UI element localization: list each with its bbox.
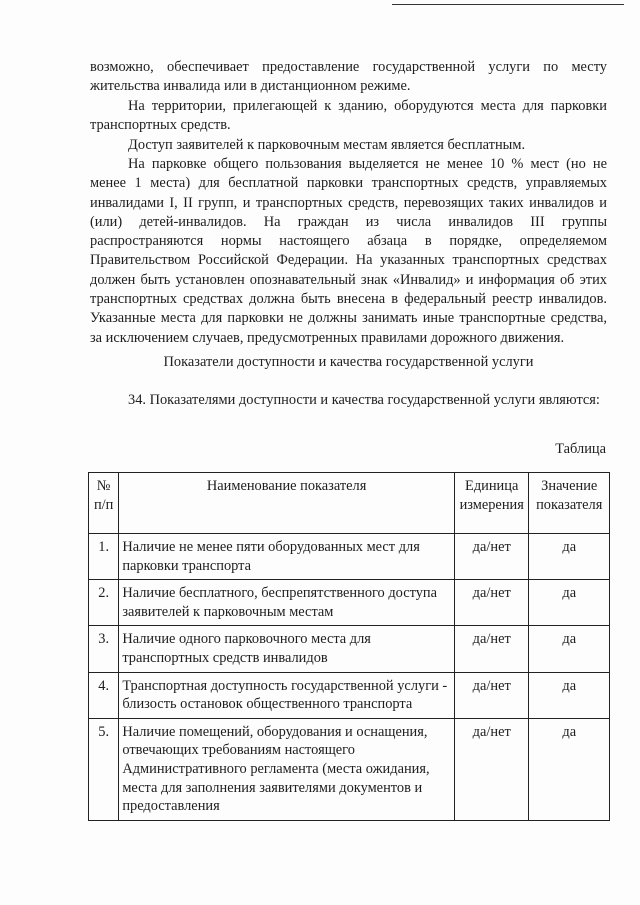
row-unit: да/нет xyxy=(454,580,529,626)
row-unit: да/нет xyxy=(454,718,529,820)
row-name: Наличие помещений, оборудования и оснащения, отвечающих требованиям настоящего Административного регламента (места ожидания, места для заполнения заявителями документов и предоставления xyxy=(119,718,455,820)
row-value: да xyxy=(529,580,610,626)
paragraph-parking-area: На территории, прилегающей к зданию, оборудуются места для парковки транспортных средств. xyxy=(90,98,607,134)
header-unit: Единица измерения xyxy=(454,473,529,534)
table-row xyxy=(89,672,610,718)
table-caption: Таблица xyxy=(555,441,606,457)
row-value: да xyxy=(529,626,610,672)
clause-34: 34. Показателями доступности и качества государственной услуги являются: xyxy=(128,392,600,408)
table-row xyxy=(89,534,610,580)
row-name: Транспортная доступность государственной услуги - близость остановок общественного транспорта xyxy=(119,672,455,718)
row-name: Наличие не менее пяти оборудованных мест для парковки транспорта xyxy=(119,534,455,580)
row-name: Наличие одного парковочного места для транспортных средств инвалидов xyxy=(119,626,455,672)
row-value: да xyxy=(529,672,610,718)
row-num: 2. xyxy=(89,580,119,626)
row-value: да xyxy=(529,718,610,820)
table-row xyxy=(89,626,610,672)
section-heading: Показатели доступности и качества государственной услуги xyxy=(163,354,534,370)
header-num: № п/п xyxy=(89,473,119,534)
table-header-row xyxy=(89,473,610,534)
row-value: да xyxy=(529,534,610,580)
row-unit: да/нет xyxy=(454,626,529,672)
table-row xyxy=(89,580,610,626)
row-unit: да/нет xyxy=(454,672,529,718)
paragraph-disabled-parking: На парковке общего пользования выделяется не менее 10 % мест (но не менее 1 места) для бесплатной парковки транспортных средств, управляемых инвалидами I, II групп, и транспортных средств, перевозящих таких инвалидов и (или) детей-инвалидов. На граждан из числа инвалидов III группы распространяются нормы настоящего абзаца в порядке, определяемом Правительством Российской Федерации. На указанных транспортных средствах должен быть установлен опознавательный знак «Инвалид» и информация об этих транспортных средствах должна быть внесена в федеральный реестр инвалидов. Указанные места для парковки не должны занимать иные транспортные средства, за исключением случаев, предусмотренных правилами дорожного движения. xyxy=(90,156,607,346)
row-num: 1. xyxy=(89,534,119,580)
row-unit: да/нет xyxy=(454,534,529,580)
row-num: 3. xyxy=(89,626,119,672)
paragraph-continuation: возможно, обеспечивает предоставление государственной услуги по месту жительства инвалида или в дистанционном режиме. xyxy=(90,59,607,95)
indicators-table xyxy=(88,472,610,821)
paragraph-free-access: Доступ заявителей к парковочным местам является бесплатным. xyxy=(128,137,526,153)
row-num: 5. xyxy=(89,718,119,820)
row-num: 4. xyxy=(89,672,119,718)
header-value: Значение показателя xyxy=(529,473,610,534)
header-name: Наименование показателя xyxy=(119,473,455,534)
top-rule xyxy=(392,4,624,5)
row-name: Наличие бесплатного, беспрепятственного доступа заявителей к парковочным местам xyxy=(119,580,455,626)
table-row xyxy=(89,718,610,820)
